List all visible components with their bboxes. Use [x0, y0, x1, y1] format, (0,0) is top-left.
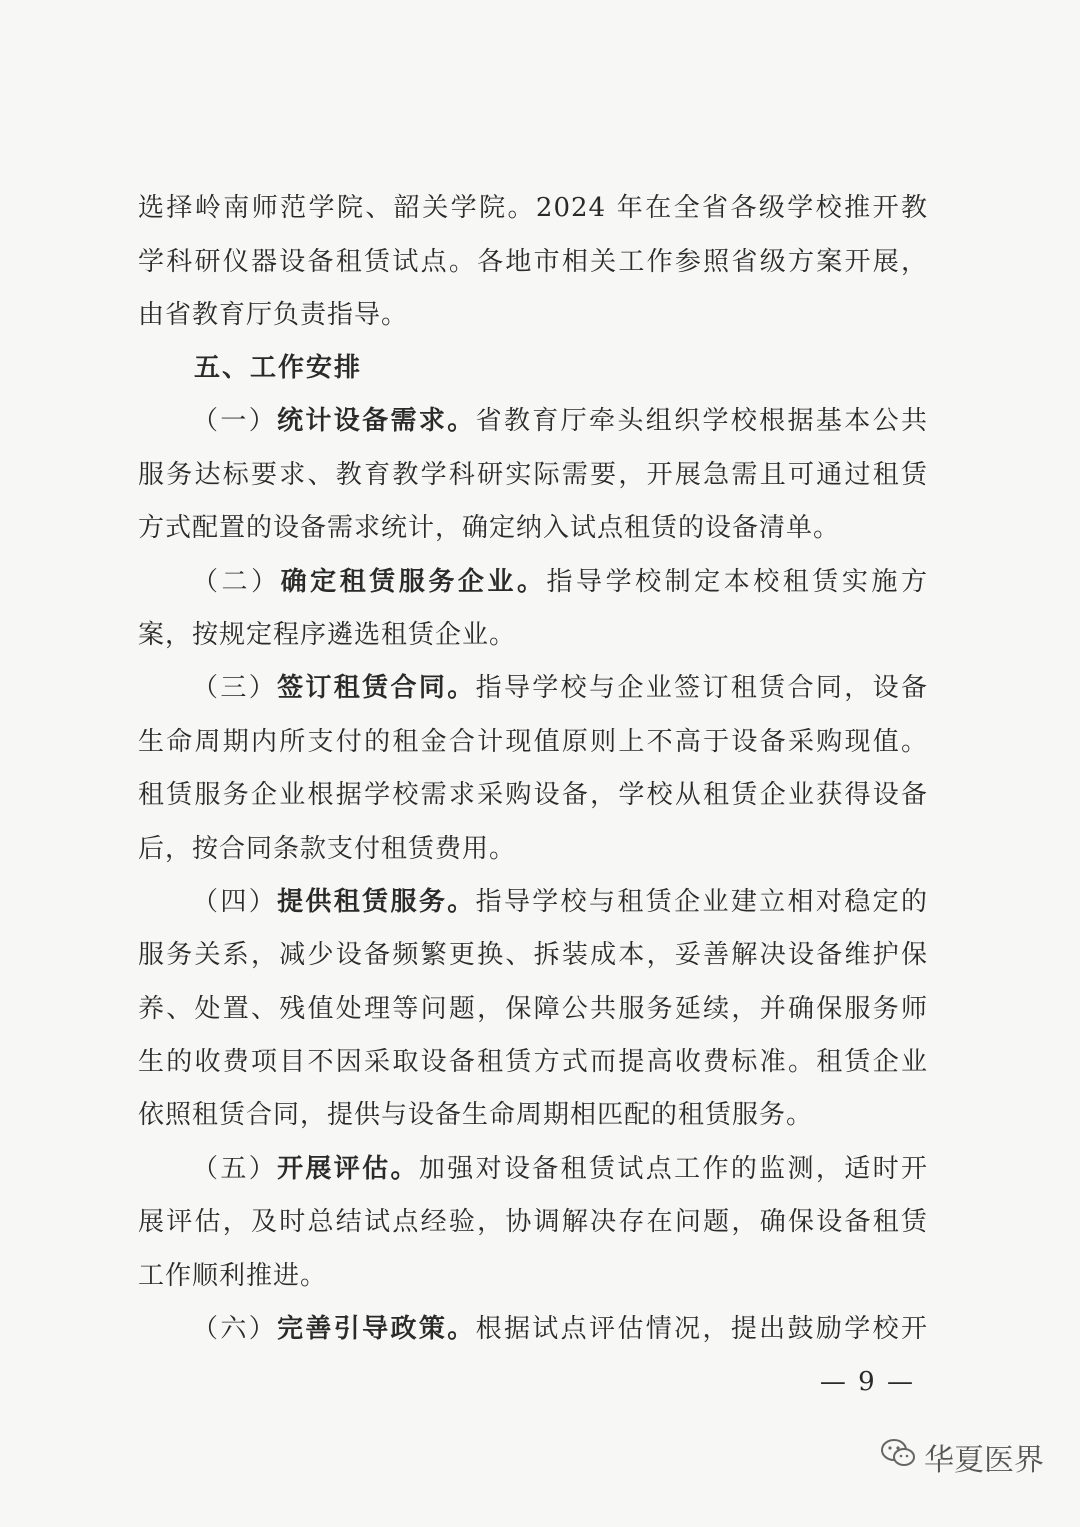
item-text: 指导学校与租赁企业建立相对稳定的	[475, 887, 928, 917]
item-first-line	[192, 403, 928, 439]
paragraph-line: 后，按合同条款支付租赁费用。	[138, 834, 517, 864]
paragraph-line: 展评估，及时总结试点经验，协调解决存在问题，确保设备租赁	[138, 1207, 928, 1237]
watermark	[880, 1435, 1044, 1479]
paragraph-line: 案，按规定程序遴选租赁企业。	[138, 620, 517, 650]
item-title: 签订租赁合同。	[277, 673, 476, 703]
item-first-line	[192, 670, 928, 706]
wechat-icon	[880, 1437, 916, 1477]
item-first-line	[192, 1151, 928, 1187]
paragraph-line: 方式配置的设备需求统计，确定纳入试点租赁的设备清单。	[138, 513, 841, 543]
item-label: （五）	[192, 1154, 278, 1184]
item-text: 省教育厅牵头组织学校根据基本公共	[475, 406, 928, 436]
item-first-line	[192, 884, 928, 920]
item-label: （六）	[192, 1314, 278, 1344]
paragraph-line: 工作顺利推进。	[138, 1261, 328, 1291]
paragraph-line: 租赁服务企业根据学校需求采购设备，学校从租赁企业获得设备	[138, 780, 928, 810]
paragraph-line: 服务达标要求、教育教学科研实际需要，开展急需且可通过租赁	[138, 460, 928, 490]
paragraph-line: 学科研仪器设备租赁试点。各地市相关工作参照省级方案开展，	[138, 247, 928, 277]
paragraph-line: 生的收费项目不因采取设备租赁方式而提高收费标准。租赁企业	[138, 1047, 928, 1077]
item-title: 统计设备需求。	[277, 406, 476, 436]
item-label: （二）	[192, 567, 281, 597]
paragraph-line: 养、处置、残值处理等问题，保障公共服务延续，并确保服务师	[138, 994, 928, 1024]
item-title: 确定租赁服务企业。	[280, 567, 547, 597]
paragraph-line: 由省教育厅负责指导。	[138, 300, 409, 330]
item-label: （四）	[192, 887, 278, 917]
watermark-text: 华夏医界	[924, 1443, 1044, 1478]
item-title: 完善引导政策。	[277, 1314, 476, 1344]
item-text: 根据试点评估情况，提出鼓励学校开	[475, 1314, 928, 1344]
paragraph-line: 选择岭南师范学院、韶关学院。2024 年在全省各级学校推开教	[138, 193, 928, 223]
item-text: 加强对设备租赁试点工作的监测，适时开	[418, 1154, 928, 1184]
paragraph-line: 服务关系，减少设备频繁更换、拆装成本，妥善解决设备维护保	[138, 940, 928, 970]
item-title: 提供租赁服务。	[277, 887, 476, 917]
item-label: （一）	[192, 406, 278, 436]
paragraph-line: 依照租赁合同，提供与设备生命周期相匹配的租赁服务。	[138, 1100, 814, 1130]
item-title: 开展评估。	[277, 1154, 419, 1184]
item-text: 指导学校制定本校租赁实施方	[546, 567, 928, 597]
paragraph-line: 生命周期内所支付的租金合计现值原则上不高于设备采购现值。	[138, 727, 928, 757]
item-text: 指导学校与企业签订租赁合同，设备	[475, 673, 928, 703]
page-number: — 9 —	[819, 1367, 915, 1397]
item-first-line	[192, 564, 928, 600]
item-label: （三）	[192, 673, 278, 703]
item-first-line	[192, 1311, 928, 1347]
section-title: 五、工作安排	[194, 353, 363, 383]
